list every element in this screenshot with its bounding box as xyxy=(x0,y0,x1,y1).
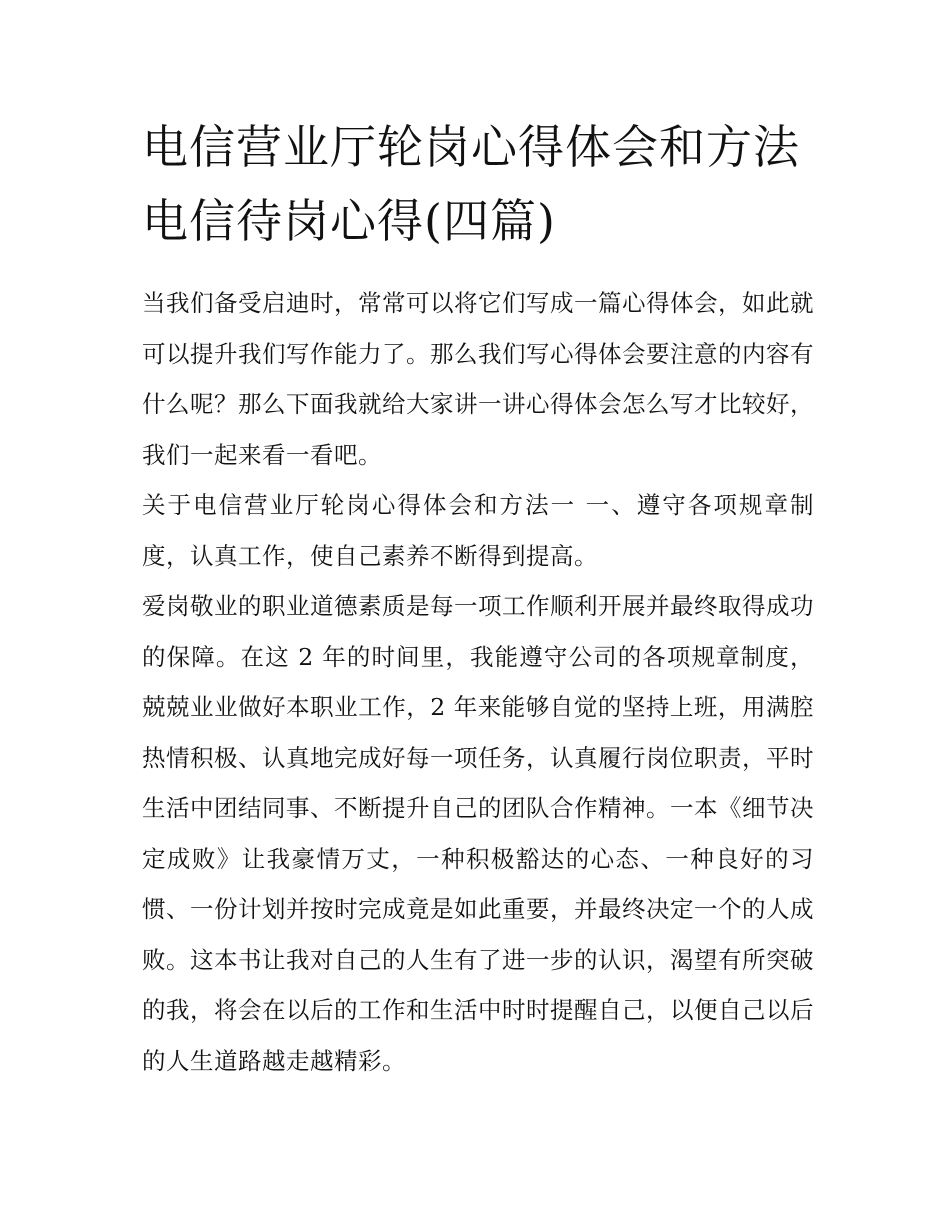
paragraph-intro: 当我们备受启迪时，常常可以将它们写成一篇心得体会，如此就可以提升我们写作能力了。那么我们写心得体会要注意的内容有什么呢？那么下面我就给大家讲一讲心得体会怎么写才比较好，我们一起来看一看吧。 xyxy=(142,289,814,469)
document-title: 电信营业厅轮岗心得体会和方法 电信待岗心得(四篇) xyxy=(142,120,800,248)
paragraph-main: 爱岗敬业的职业道德素质是每一项工作顺利开展并最终取得成功的保障。在这 2 年的时间里，我能遵守公司的各项规章制度，兢兢业业做好本职业工作，2 年来能够自觉的坚持上班，用满腔热情积极、认真地完成好每一项任务，认真履行岗位职责，平时生活中团结同事、不断提升自己的团队合作精神。一本《细节决定成败》让我豪情万丈，一种积极豁达的心态、一种良好的习惯、一份计划并按时完成竟是如此重要，并最终决定一个的人成败。这本书让我对自己的人生有了进一步的认识，渴望有所突破的我，将会在以后的工作和生活中时时提醒自己，以便自己以后的人生道路越走越精彩。 xyxy=(142,592,814,1075)
paragraph-section-heading: 关于电信营业厅轮岗心得体会和方法一 一、遵守各项规章制度，认真工作，使自己素养不断得到提高。 xyxy=(142,491,814,570)
document-body xyxy=(142,278,814,1086)
